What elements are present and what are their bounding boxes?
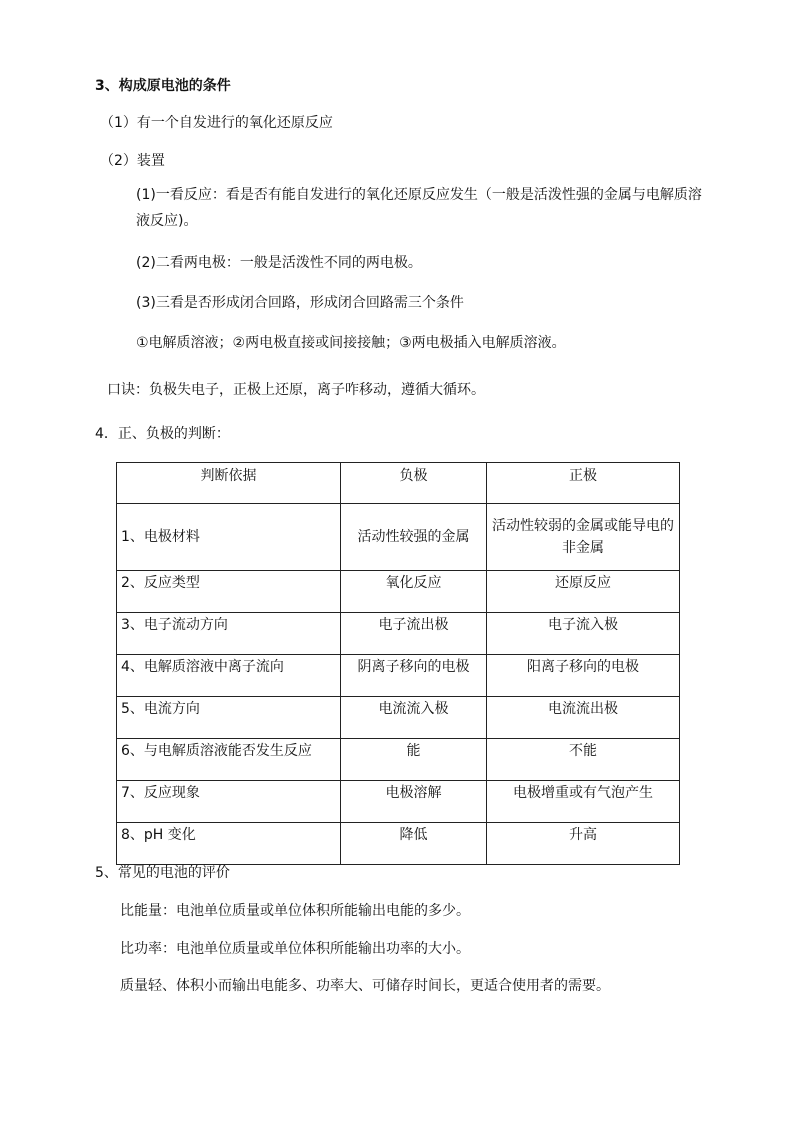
header-criterion: 判断依据 [117,463,341,504]
closed-circuit-conditions: ①电解质溶液；②两电极直接或间接接触；③两电极插入电解质溶液。 [136,335,566,351]
row-positive: 活动性较弱的金属或能导电的非金属 [487,504,680,571]
electrode-judgment-table [116,462,680,865]
row-criterion: 2、反应类型 [117,571,341,613]
row-negative: 能 [341,739,487,781]
row-negative: 阴离子移向的电极 [341,655,487,697]
check-reaction-line2: 液反应)。 [136,213,198,229]
table-row [117,781,680,823]
row-criterion: 5、电流方向 [117,697,341,739]
row-negative: 电子流出极 [341,613,487,655]
row-positive: 电极增重或有气泡产生 [487,781,680,823]
table-row [117,504,680,571]
row-negative: 降低 [341,823,487,865]
row-positive: 电子流入极 [487,613,680,655]
table-header-row [117,463,680,504]
table-row [117,571,680,613]
row-negative: 氧化反应 [341,571,487,613]
section3-heading: 3、构成原电池的条件 [95,78,231,94]
table-row [117,613,680,655]
check-closed-circuit: (3)三看是否形成闭合回路，形成闭合回路需三个条件 [136,295,464,311]
row-criterion: 4、电解质溶液中离子流向 [117,655,341,697]
row-positive: 阳离子移向的电极 [487,655,680,697]
header-negative: 负极 [341,463,487,504]
mnemonic: 口诀：负极失电子，正极上还原，离子咋移动，遵循大循环。 [107,382,485,398]
section5-heading: 5、常见的电池的评价 [95,865,230,881]
row-negative: 活动性较强的金属 [341,504,487,571]
row-criterion: 8、pH 变化 [117,823,341,865]
row-positive: 不能 [487,739,680,781]
specific-power-text: 比功率：电池单位质量或单位体积所能输出功率的大小。 [120,941,470,957]
row-negative: 电流流入极 [341,697,487,739]
section4-heading: 4．正、负极的判断： [95,426,230,442]
condition-item-1: （1）有一个自发进行的氧化还原反应 [100,115,333,131]
specific-energy-text: 比能量：电池单位质量或单位体积所能输出电能的多少。 [120,903,470,919]
row-criterion: 7、反应现象 [117,781,341,823]
table-row [117,739,680,781]
check-reaction-line1: (1)一看反应：看是否有能自发进行的氧化还原反应发生（一般是活泼性强的金属与电解质溶 [136,187,702,203]
table-row [117,655,680,697]
row-criterion: 6、与电解质溶液能否发生反应 [117,739,341,781]
table-row [117,823,680,865]
table-row [117,697,680,739]
row-criterion: 1、电极材料 [117,504,341,571]
row-criterion: 3、电子流动方向 [117,613,341,655]
condition-item-2: （2）装置 [100,153,165,169]
row-positive: 电流流出极 [487,697,680,739]
header-positive: 正极 [487,463,680,504]
check-electrodes: (2)二看两电极：一般是活泼性不同的两电极。 [136,255,422,271]
row-negative: 电极溶解 [341,781,487,823]
battery-requirements-text: 质量轻、体积小而输出电能多、功率大、可储存时间长，更适合使用者的需要。 [120,978,610,994]
row-positive: 还原反应 [487,571,680,613]
row-positive: 升高 [487,823,680,865]
